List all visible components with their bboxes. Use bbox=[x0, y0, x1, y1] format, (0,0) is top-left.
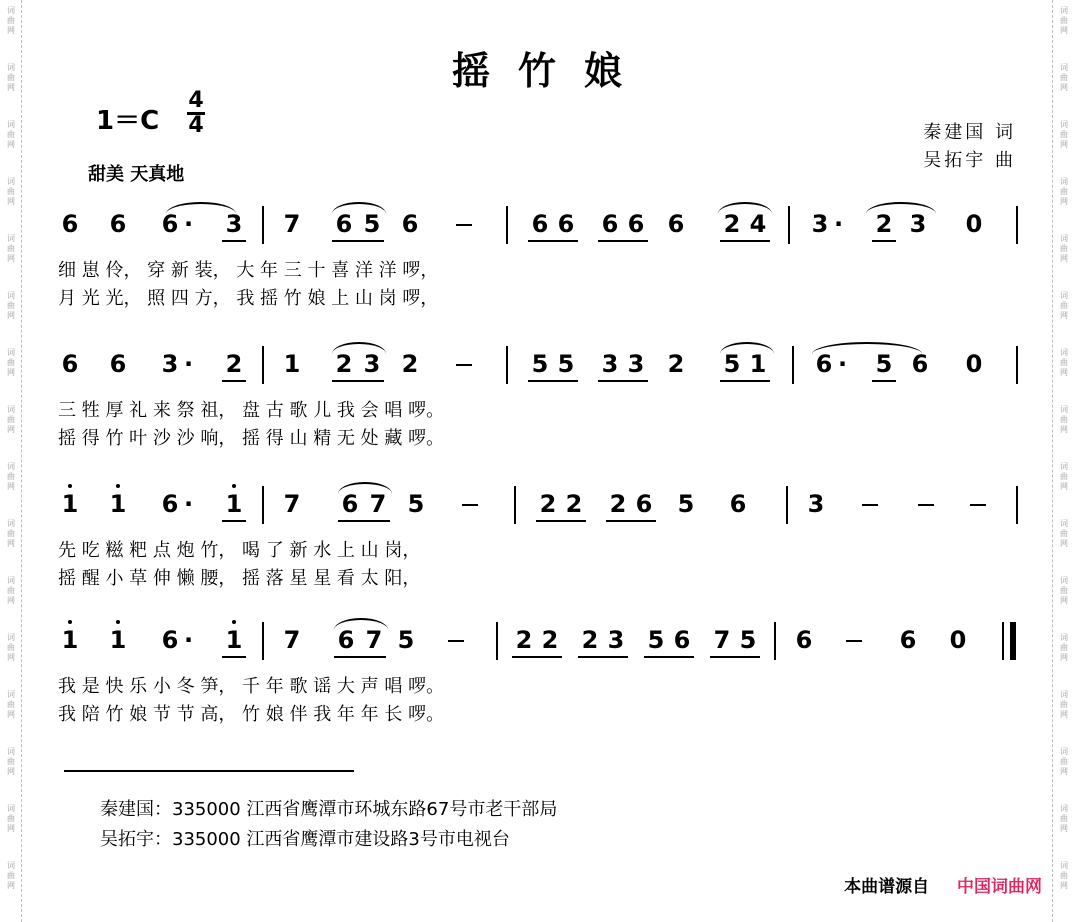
watermark-text: 词 曲 网 bbox=[7, 462, 15, 491]
note: 2 bbox=[541, 626, 559, 654]
watermark-text: 词 曲 网 bbox=[7, 633, 15, 662]
source-site-link[interactable]: 中国词曲网 bbox=[957, 877, 1042, 897]
note: 3 bbox=[807, 490, 825, 518]
watermark-text: 词 曲 网 bbox=[7, 804, 15, 833]
note: 6 bbox=[161, 210, 179, 238]
watermark-text: 词 曲 网 bbox=[1060, 462, 1068, 491]
time-signature-top: 4 bbox=[188, 88, 204, 113]
lyrics-verse-2: 我 陪 竹 娘 节 节 高， 竹 娘 伴 我 年 年 长 啰。 bbox=[58, 704, 445, 725]
note: 5 bbox=[723, 350, 741, 378]
note: 6 bbox=[729, 490, 747, 518]
note: 2 bbox=[335, 350, 353, 378]
note: 6 bbox=[815, 350, 833, 378]
note: 3 bbox=[601, 350, 619, 378]
key-signature: 1＝C bbox=[96, 106, 160, 136]
note: 6 bbox=[557, 210, 575, 238]
watermark-text: 词 曲 网 bbox=[1060, 177, 1068, 206]
note: 0 bbox=[965, 350, 983, 378]
lyrics-verse-1: 我 是 快 乐 小 冬 笋， 千 年 歌 谣 大 声 唱 啰。 bbox=[58, 676, 445, 697]
watermark-text: 词 曲 网 bbox=[1060, 291, 1068, 320]
note: 5 bbox=[557, 350, 575, 378]
note: 5 bbox=[875, 350, 893, 378]
source-credit bbox=[844, 872, 1042, 897]
note: 4 bbox=[749, 210, 767, 238]
note: 6 bbox=[601, 210, 619, 238]
note: 6 bbox=[109, 350, 127, 378]
note: 6 bbox=[667, 210, 685, 238]
lyrics-verse-2: 摇 得 竹 叶 沙 沙 响， 摇 得 山 精 无 处 藏 啰。 bbox=[58, 428, 445, 449]
note: 5 bbox=[407, 490, 425, 518]
note: 1 bbox=[222, 626, 246, 654]
watermark-text: 词 曲 网 bbox=[1060, 690, 1068, 719]
watermark-text: 词 曲 网 bbox=[1060, 747, 1068, 776]
note: 7 bbox=[369, 490, 387, 518]
note: 2 bbox=[723, 210, 741, 238]
note: 2 bbox=[515, 626, 533, 654]
watermark-text: 词 曲 网 bbox=[7, 576, 15, 605]
note: 2 bbox=[401, 350, 419, 378]
watermark-text: 词 曲 网 bbox=[7, 519, 15, 548]
note: 2 bbox=[875, 210, 893, 238]
time-signature bbox=[186, 90, 206, 137]
score-system-2: 6 6 3 · 2 1 2 3 2 5 5 3 3 2 5 1 6 · 5 6 0 三 牲 厚 礼 来 祭 祖， 盘 古 歌 儿 我 会 唱 啰。 摇 得 竹 叶 沙 沙 响， 摇 得 山 精 无 处 藏 啰。 bbox=[0, 340, 1074, 480]
watermark-text: 词 曲 网 bbox=[7, 348, 15, 377]
note: 5 bbox=[647, 626, 665, 654]
note: 3 bbox=[161, 350, 179, 378]
note: 2 bbox=[667, 350, 685, 378]
score-system-3: 1 1 6 · 1 7 6 7 5 2 2 2 6 5 6 3 先 吃 糍 粑 点 炮 竹， 喝 了 新 水 上 山 岗， 摇 醒 小 草 伸 懒 腰， 摇 落 星 星 看 太 阳， bbox=[0, 480, 1074, 620]
score-system-1: 6 6 6 · 3 7 6 5 6 6 6 6 6 6 2 4 3 · 2 3 0 细 崽 伶， 穿 新 装， 大 年 三 十 喜 洋 洋 啰， 月 光 光， 照 四 方， 我 摇 竹 娘 上 山 岗 啰， bbox=[0, 200, 1074, 340]
lyrics-verse-1: 细 崽 伶， 穿 新 装， 大 年 三 十 喜 洋 洋 啰， bbox=[58, 260, 439, 281]
note: 7 bbox=[713, 626, 731, 654]
note: 5 bbox=[531, 350, 549, 378]
note: 3 bbox=[909, 210, 927, 238]
note: 0 bbox=[949, 626, 967, 654]
watermark-text: 词 曲 网 bbox=[7, 63, 15, 92]
note: 1 bbox=[106, 490, 130, 518]
song-title: 摇竹娘 bbox=[451, 48, 650, 93]
time-signature-bottom: 4 bbox=[188, 113, 204, 138]
watermark-text: 词 曲 网 bbox=[1060, 861, 1068, 890]
note: 2 bbox=[581, 626, 599, 654]
note: 1 bbox=[58, 490, 82, 518]
note: 6 bbox=[161, 490, 179, 518]
watermark-text: 词 曲 网 bbox=[1060, 63, 1068, 92]
note: 6 bbox=[109, 210, 127, 238]
watermark-text: 词 曲 网 bbox=[7, 747, 15, 776]
note: 6 bbox=[635, 490, 653, 518]
note: 2 bbox=[539, 490, 557, 518]
note: 6 bbox=[795, 626, 813, 654]
note: 5 bbox=[677, 490, 695, 518]
note: 6 bbox=[341, 490, 359, 518]
watermark-text: 词 曲 网 bbox=[7, 291, 15, 320]
note: 2 bbox=[225, 350, 243, 378]
watermark-text: 词 曲 网 bbox=[7, 6, 15, 35]
note: 1 bbox=[749, 350, 767, 378]
source-label: 本曲谱源自 bbox=[844, 877, 930, 897]
tempo-marking: 甜美 天真地 bbox=[88, 164, 185, 185]
note: 6 bbox=[911, 350, 929, 378]
watermark-text: 词 曲 网 bbox=[7, 120, 15, 149]
note: 7 bbox=[283, 626, 301, 654]
footnote-divider bbox=[64, 770, 354, 772]
note: 0 bbox=[965, 210, 983, 238]
note: 6 bbox=[531, 210, 549, 238]
note: 6 bbox=[673, 626, 691, 654]
watermark-text: 词 曲 网 bbox=[1060, 804, 1068, 833]
note: 3 bbox=[225, 210, 243, 238]
lyrics-verse-1: 三 牲 厚 礼 来 祭 祖， 盘 古 歌 儿 我 会 唱 啰。 bbox=[58, 400, 445, 421]
note: 7 bbox=[365, 626, 383, 654]
note: 6 bbox=[899, 626, 917, 654]
watermark-text: 词 曲 网 bbox=[7, 861, 15, 890]
note: 6 bbox=[61, 210, 79, 238]
note: 6 bbox=[61, 350, 79, 378]
note: 3 bbox=[627, 350, 645, 378]
watermark-text: 词 曲 网 bbox=[1060, 6, 1068, 35]
watermark-text: 词 曲 网 bbox=[7, 405, 15, 434]
note: 5 bbox=[397, 626, 415, 654]
address-composer: 吴拓宇：335000 江西省鹰潭市建设路3号市电视台 bbox=[100, 829, 510, 850]
note: 3 bbox=[811, 210, 829, 238]
note: 6 bbox=[161, 626, 179, 654]
note: 7 bbox=[283, 210, 301, 238]
score-system-4: 1 1 6 · 1 7 6 7 5 2 2 2 3 5 6 7 5 6 6 0 我 是 快 乐 小 冬 笋， 千 年 歌 谣 大 声 唱 啰。 我 陪 竹 娘 节 节 高， 竹 娘 伴 我 年 年 长 啰。 bbox=[0, 616, 1074, 756]
note: 1 bbox=[58, 626, 82, 654]
watermark-text: 词 曲 网 bbox=[7, 177, 15, 206]
lyrics-verse-2: 摇 醒 小 草 伸 懒 腰， 摇 落 星 星 看 太 阳， bbox=[58, 568, 421, 589]
watermark-text: 词 曲 网 bbox=[1060, 633, 1068, 662]
note: 3 bbox=[363, 350, 381, 378]
note: 6 bbox=[335, 210, 353, 238]
note: 2 bbox=[565, 490, 583, 518]
note: 2 bbox=[609, 490, 627, 518]
lyricist-credit: 秦建国 词 bbox=[923, 122, 1016, 143]
note: 5 bbox=[363, 210, 381, 238]
note: 3 bbox=[607, 626, 625, 654]
lyrics-verse-1: 先 吃 糍 粑 点 炮 竹， 喝 了 新 水 上 山 岗， bbox=[58, 540, 421, 561]
composer-credit: 吴拓宇 曲 bbox=[923, 150, 1016, 171]
watermark-text: 词 曲 网 bbox=[1060, 405, 1068, 434]
note: 1 bbox=[106, 626, 130, 654]
note: 1 bbox=[283, 350, 301, 378]
address-lyricist: 秦建国：335000 江西省鹰潭市环城东路67号市老干部局 bbox=[100, 799, 558, 820]
watermark-text: 词 曲 网 bbox=[1060, 348, 1068, 377]
note: 6 bbox=[627, 210, 645, 238]
note: 6 bbox=[337, 626, 355, 654]
note: 5 bbox=[739, 626, 757, 654]
note: 1 bbox=[222, 490, 246, 518]
watermark-text: 词 曲 网 bbox=[1060, 519, 1068, 548]
watermark-text: 词 曲 网 bbox=[7, 234, 15, 263]
watermark-text: 词 曲 网 bbox=[7, 690, 15, 719]
watermark-text: 词 曲 网 bbox=[1060, 120, 1068, 149]
note: 6 bbox=[401, 210, 419, 238]
note: 7 bbox=[283, 490, 301, 518]
lyrics-verse-2: 月 光 光， 照 四 方， 我 摇 竹 娘 上 山 岗 啰， bbox=[58, 288, 439, 309]
watermark-text: 词 曲 网 bbox=[1060, 234, 1068, 263]
watermark-text: 词 曲 网 bbox=[1060, 576, 1068, 605]
